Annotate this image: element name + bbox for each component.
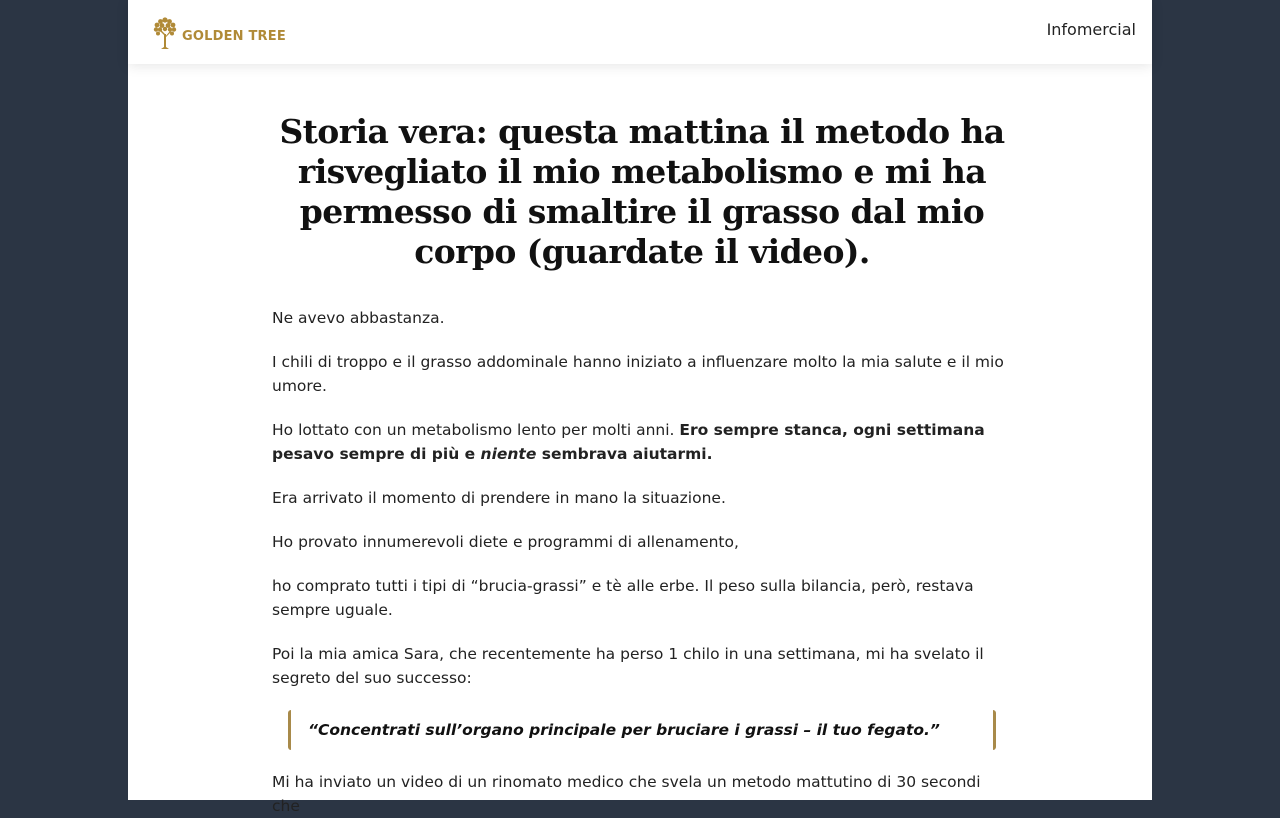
site-logo[interactable] <box>152 16 286 50</box>
paragraph-2: I chili di troppo e il grasso addominale hanno iniziato a influenzare molto la mia salute e il mio umore. <box>272 353 1004 395</box>
paragraph-8: Mi ha inviato un video di un rinomato medico che svela un metodo mattutino di 30 secondi che <box>272 773 981 815</box>
paragraph-3-text: Ho lottato con un metabolismo lento per molti anni. <box>272 421 680 439</box>
paragraph-3-bold-b: sembrava aiutarmi. <box>536 445 713 463</box>
paragraph-1: Ne avevo abbastanza. <box>272 309 445 327</box>
site-header <box>128 0 1152 64</box>
logo-text: GOLDEN TREE <box>182 28 286 44</box>
paragraph-3-bold-italic: niente <box>480 445 537 463</box>
paragraph-7: Poi la mia amica Sara, che recentemente ha perso 1 chilo in una settimana, mi ha svelato il segreto del suo successo: <box>272 645 984 687</box>
article-headline: Storia vera: questa mattina il metodo ha risvegliato il mio metabolismo e mi ha permesso di smaltire il grasso dal mio corpo (guardate il video). <box>279 112 1005 271</box>
paragraph-4: Era arrivato il momento di prendere in mano la situazione. <box>272 489 726 507</box>
paragraph-5: Ho provato innumerevoli diete e programmi di allenamento, <box>272 533 739 551</box>
quote-block: “Concentrati sull’organo principale per bruciare i grassi – il tuo fegato.” <box>288 710 996 750</box>
paragraph-6: ho comprato tutti i tipi di “brucia-grassi” e tè alle erbe. Il peso sulla bilancia, però, restava sempre uguale. <box>272 577 974 619</box>
page <box>128 0 1152 815</box>
tree-icon <box>152 16 178 50</box>
article-body <box>272 64 1012 818</box>
nav-link-infomercial[interactable]: Infomercial <box>1046 20 1136 39</box>
paragraph-3 <box>272 418 1012 466</box>
paragraph-3-bold-a: Ero sempre stanca, ogni settimana pesavo sempre di più e <box>272 421 985 463</box>
